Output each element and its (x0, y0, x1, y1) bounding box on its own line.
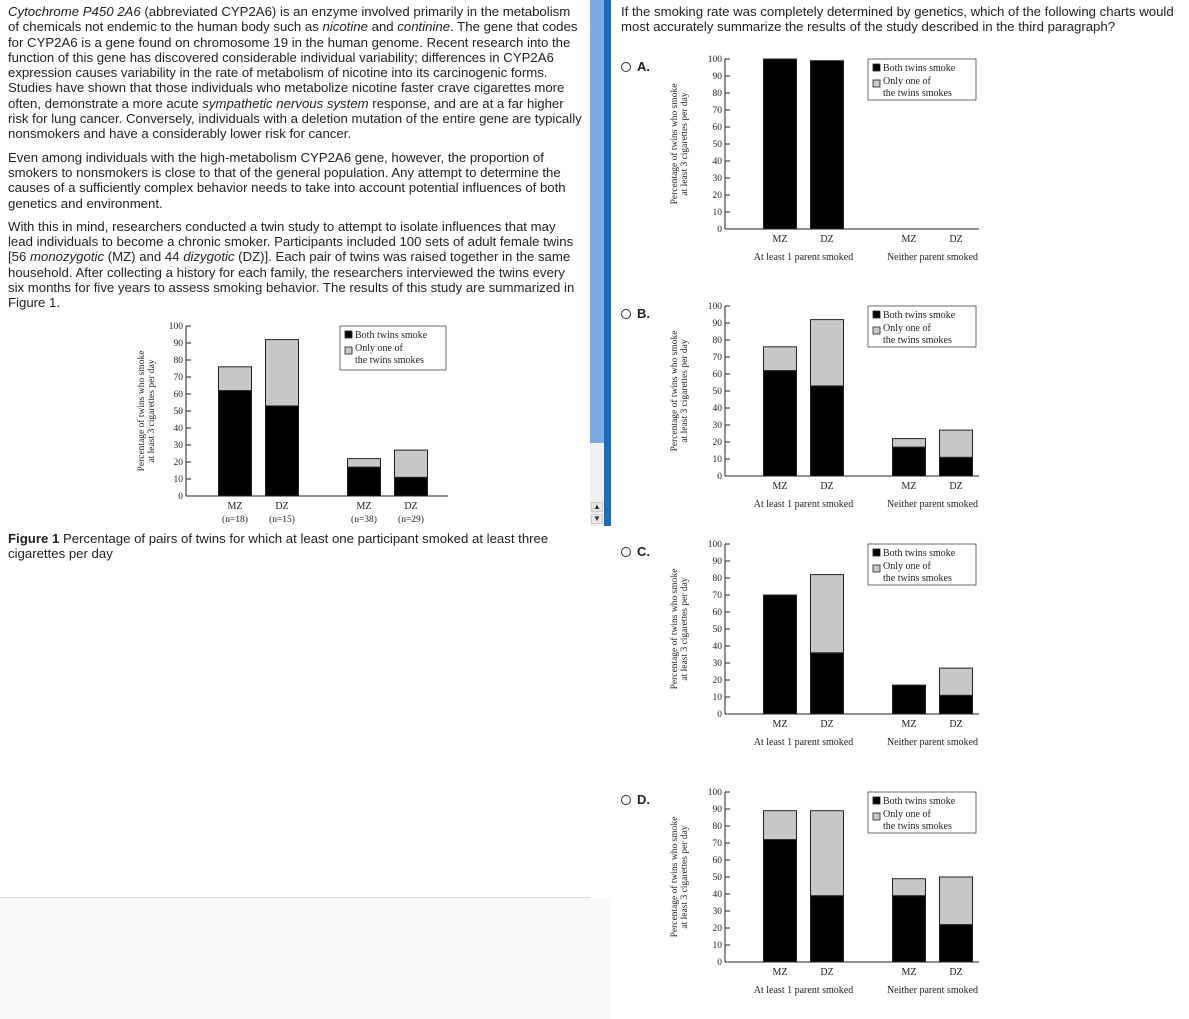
bar-both-twins-smoke (811, 653, 844, 714)
legend-label-one: the twins smokes (883, 88, 952, 99)
x-tick-label: DZ (820, 234, 834, 245)
italic-term: Cytochrome P450 2A6 (8, 4, 141, 19)
bar-only-one-twin-smokes (348, 459, 381, 468)
legend-swatch-one (873, 80, 880, 87)
legend-swatch-one (873, 813, 880, 820)
bar-both-twins-smoke (764, 595, 797, 714)
bar-both-twins-smoke (395, 477, 428, 496)
bar-only-one-twin-smokes (811, 811, 844, 896)
legend-label-both: Both twins smoke (883, 548, 956, 559)
legend-swatch-both (873, 311, 880, 318)
choice-b-chart (663, 297, 983, 513)
y-tick-label: 50 (712, 625, 722, 635)
choice-a-chart (663, 50, 983, 266)
question-pane (611, 0, 1189, 1019)
y-tick-label: 20 (712, 676, 722, 686)
y-axis-label: at least 3 cigarettes per day (680, 825, 690, 929)
x-tick-label: MZ (772, 719, 788, 730)
y-tick-label: 50 (712, 140, 722, 150)
x-tick-label: DZ (820, 719, 834, 730)
y-tick-label: 30 (712, 907, 722, 917)
bar-only-one-twin-smokes (893, 879, 926, 896)
choice-c-chart (663, 535, 983, 751)
y-tick-label: 100 (707, 55, 722, 65)
italic-term: nicotine (322, 19, 368, 35)
y-tick-label: 30 (712, 421, 722, 431)
bar-both-twins-smoke (811, 896, 844, 962)
passage-paragraph-3 (8, 219, 582, 311)
x-tick-label: MZ (901, 719, 917, 730)
y-tick-label: 50 (173, 407, 183, 417)
bar-both-twins-smoke (893, 447, 926, 476)
y-tick-label: 30 (173, 441, 183, 451)
y-tick-label: 60 (712, 123, 722, 133)
choice-a-label: A. (637, 59, 650, 74)
bar-only-one-twin-smokes (940, 430, 973, 457)
y-tick-label: 10 (712, 208, 722, 218)
x-group-label: At least 1 parent smoked (753, 252, 854, 263)
bar-both-twins-smoke (940, 695, 973, 714)
y-tick-label: 10 (712, 941, 722, 951)
legend-swatch-one (873, 565, 880, 572)
x-sample-size-label: (n=29) (398, 515, 424, 525)
y-tick-label: 40 (173, 424, 183, 434)
bar-both-twins-smoke (348, 467, 381, 496)
passage-paragraph-1 (8, 4, 582, 142)
chevron-up-icon: ▲ (593, 502, 601, 511)
bar-only-one-twin-smokes (764, 347, 797, 371)
figure-1-chart (130, 316, 460, 530)
legend-label-both: Both twins smoke (355, 330, 428, 341)
x-tick-label: MZ (901, 481, 917, 492)
y-tick-label: 60 (712, 608, 722, 618)
x-group-label: Neither parent smoked (886, 985, 979, 996)
x-tick-label: MZ (227, 501, 243, 512)
y-axis-label: Percentage of twins who smoke (670, 816, 680, 938)
y-axis-label: at least 3 cigarettes per day (147, 359, 157, 463)
x-group-label: Neither parent smoked (886, 252, 979, 263)
y-tick-label: 20 (712, 191, 722, 201)
bar-only-one-twin-smokes (219, 367, 252, 391)
x-group-label: Neither parent smoked (886, 499, 979, 510)
text-run: (MZ) and 44 (104, 249, 184, 265)
y-axis-label: at least 3 cigarettes per day (680, 577, 690, 681)
x-tick-label: MZ (901, 967, 917, 978)
legend-label-one: Only one of (883, 561, 931, 572)
legend-swatch-one (873, 327, 880, 334)
legend-swatch-one (345, 347, 352, 354)
legend-label-one: the twins smokes (355, 355, 424, 366)
bar-only-one-twin-smokes (395, 450, 428, 477)
y-tick-label: 0 (178, 492, 183, 502)
x-tick-label: MZ (772, 967, 788, 978)
radio-icon[interactable] (621, 795, 631, 805)
bar-only-one-twin-smokes (266, 340, 299, 406)
scroll-down-button[interactable] (591, 514, 603, 524)
y-tick-label: 90 (173, 339, 183, 349)
y-tick-label: 80 (173, 356, 183, 366)
y-tick-label: 50 (712, 873, 722, 883)
legend-swatch-both (873, 797, 880, 804)
chevron-down-icon: ▼ (593, 514, 601, 523)
y-tick-label: 70 (173, 373, 183, 383)
legend-swatch-both (873, 64, 880, 71)
x-tick-label: DZ (275, 501, 289, 512)
y-tick-label: 90 (712, 319, 722, 329)
x-sample-size-label: (n=38) (351, 515, 377, 525)
y-tick-label: 100 (707, 540, 722, 550)
italic-term: continine (397, 19, 451, 35)
bar-only-one-twin-smokes (764, 811, 797, 840)
legend-label-one: Only one of (883, 76, 931, 87)
text-run: and (367, 19, 398, 35)
y-tick-label: 20 (712, 924, 722, 934)
bar-both-twins-smoke (811, 61, 844, 229)
y-tick-label: 20 (712, 438, 722, 448)
x-group-label: Neither parent smoked (886, 737, 979, 748)
x-tick-label: DZ (949, 481, 963, 492)
y-tick-label: 90 (712, 557, 722, 567)
passage-paragraph-2: Even among individuals with the high-metabolism CYP2A6 gene, however, the proportion of smokers to nonsmokers is close to that of the general population. Any attempt to determine the causes of a sufficiently complex behavior needs to take into account potential influences of both genetics and environment. (8, 149, 566, 211)
empty-panel (0, 898, 611, 1019)
y-tick-label: 50 (712, 387, 722, 397)
y-tick-label: 10 (712, 455, 722, 465)
legend-label-one: the twins smokes (883, 573, 952, 584)
y-tick-label: 0 (717, 958, 722, 968)
x-group-label: At least 1 parent smoked (753, 737, 854, 748)
bar-only-one-twin-smokes (811, 575, 844, 653)
bar-both-twins-smoke (940, 925, 973, 962)
italic-term: monozygotic (30, 249, 105, 265)
choice-d-label: D. (637, 792, 650, 807)
y-tick-label: 60 (712, 370, 722, 380)
text-run: response, and are at a far higher risk for lung cancer. Conversely, individuals with a deletion mutation of the entire gene are typically nonsmokers and have a considerably lower risk for cancer. (8, 95, 582, 142)
y-tick-label: 40 (712, 157, 722, 167)
bar-only-one-twin-smokes (940, 668, 973, 695)
text-run: (DZ)]. Each pair of twins was raised together in the same household. After collecting a history for each family, the researchers interviewed the twins every six months for five years to assess smoking behavior. The results of this study are summarized in Figure 1. (8, 249, 575, 311)
x-tick-label: MZ (356, 501, 372, 512)
x-tick-label: DZ (820, 967, 834, 978)
y-tick-label: 70 (712, 353, 722, 363)
y-tick-label: 40 (712, 890, 722, 900)
y-tick-label: 30 (712, 174, 722, 184)
choice-c[interactable] (621, 544, 650, 559)
y-tick-label: 30 (712, 659, 722, 669)
y-tick-label: 0 (717, 225, 722, 235)
legend-label-both: Both twins smoke (883, 796, 956, 807)
y-tick-label: 10 (173, 475, 183, 485)
legend-swatch-both (345, 331, 352, 338)
bar-both-twins-smoke (219, 391, 252, 496)
legend-label-one: Only one of (883, 323, 931, 334)
y-tick-label: 0 (717, 472, 722, 482)
x-tick-label: MZ (772, 234, 788, 245)
y-tick-label: 70 (712, 839, 722, 849)
y-tick-label: 80 (712, 89, 722, 99)
y-tick-label: 20 (173, 458, 183, 468)
y-tick-label: 100 (707, 788, 722, 798)
y-tick-label: 70 (712, 591, 722, 601)
legend-label-one: Only one of (883, 809, 931, 820)
text-run: . The gene that codes for CYP2A6 is a gene found on chromosome 19 in the human genome. Recent research into the function of this gene has discovered considerable individual variability; differences in CYP2A6 expression causes variability in the rate of metabolism of nicotine into its carcinogenic forms. Studies have shown that those individuals who metabolize nicotine faster crave cigarettes more often, demonstrate a more acute (8, 19, 578, 111)
choice-d[interactable] (621, 792, 650, 807)
choice-b[interactable] (621, 306, 650, 321)
scroll-up-button[interactable] (591, 502, 603, 512)
x-tick-label: DZ (949, 719, 963, 730)
legend-label-one: Only one of (355, 343, 403, 354)
y-axis-label: at least 3 cigarettes per day (680, 339, 690, 443)
passage-text (8, 4, 582, 319)
bar-only-one-twin-smokes (893, 439, 926, 448)
text-run: (abbreviated CYP2A6) is an enzyme involved primarily in the metabolism of chemicals not endemic to the human body such as (8, 4, 571, 35)
radio-icon[interactable] (621, 62, 631, 72)
passage-scrollbar-thumb[interactable] (590, 0, 604, 443)
choice-a[interactable] (621, 59, 650, 74)
y-tick-label: 70 (712, 106, 722, 116)
question-text: If the smoking rate was completely determined by genetics, which of the following charts would most accurately summarize the results of the study described in the third paragraph? (621, 4, 1174, 35)
y-tick-label: 80 (712, 574, 722, 584)
x-tick-label: DZ (949, 967, 963, 978)
y-axis-label: Percentage of twins who smoke (137, 350, 147, 472)
legend-label-both: Both twins smoke (883, 63, 956, 74)
x-group-label: At least 1 parent smoked (753, 499, 854, 510)
choice-d-chart (663, 783, 983, 999)
y-tick-label: 0 (717, 710, 722, 720)
passage-pane (0, 0, 590, 1019)
radio-icon[interactable] (621, 309, 631, 319)
y-tick-label: 90 (712, 72, 722, 82)
bar-only-one-twin-smokes (940, 877, 973, 925)
legend-label-one: the twins smokes (883, 335, 952, 346)
legend-swatch-both (873, 549, 880, 556)
bar-both-twins-smoke (940, 457, 973, 476)
figure-caption-label: Figure 1 (8, 531, 60, 546)
figure-caption (8, 531, 586, 562)
x-tick-label: MZ (772, 481, 788, 492)
bar-both-twins-smoke (764, 59, 797, 229)
text-run: With this in mind, researchers conducted a twin study to attempt to isolate influences that may lead individuals to become a chronic smoker. Participants included 100 sets of adult female twins [56 (8, 218, 574, 265)
italic-term: sympathetic nervous system (202, 95, 369, 111)
italic-term: dizygotic (183, 249, 235, 265)
bar-both-twins-smoke (266, 406, 299, 496)
y-tick-label: 40 (712, 642, 722, 652)
y-tick-label: 60 (173, 390, 183, 400)
y-tick-label: 40 (712, 404, 722, 414)
x-sample-size-label: (n=15) (269, 515, 295, 525)
y-axis-label: Percentage of twins who smoke (670, 83, 680, 205)
bar-both-twins-smoke (893, 896, 926, 962)
x-tick-label: DZ (820, 481, 834, 492)
x-tick-label: DZ (949, 234, 963, 245)
y-tick-label: 80 (712, 336, 722, 346)
y-tick-label: 100 (168, 322, 183, 332)
pane-divider[interactable] (604, 0, 611, 526)
choice-b-label: B. (637, 306, 650, 321)
x-tick-label: MZ (901, 234, 917, 245)
bar-both-twins-smoke (764, 840, 797, 962)
bar-both-twins-smoke (893, 685, 926, 714)
figure-caption-text: Percentage of pairs of twins for which at least one participant smoked at least three cigarettes per day (8, 531, 549, 562)
bar-only-one-twin-smokes (811, 320, 844, 386)
y-tick-label: 100 (707, 302, 722, 312)
x-tick-label: DZ (404, 501, 418, 512)
y-tick-label: 60 (712, 856, 722, 866)
y-tick-label: 90 (712, 805, 722, 815)
radio-icon[interactable] (621, 547, 631, 557)
x-sample-size-label: (n=18) (222, 515, 248, 525)
y-axis-label: at least 3 cigarettes per day (680, 92, 690, 196)
bar-both-twins-smoke (764, 371, 797, 476)
choice-c-label: C. (637, 544, 650, 559)
y-tick-label: 10 (712, 693, 722, 703)
y-axis-label: Percentage of twins who smoke (670, 330, 680, 452)
y-tick-label: 80 (712, 822, 722, 832)
y-axis-label: Percentage of twins who smoke (670, 568, 680, 690)
legend-label-one: the twins smokes (883, 821, 952, 832)
bar-both-twins-smoke (811, 386, 844, 476)
x-group-label: At least 1 parent smoked (753, 985, 854, 996)
legend-label-both: Both twins smoke (883, 310, 956, 321)
